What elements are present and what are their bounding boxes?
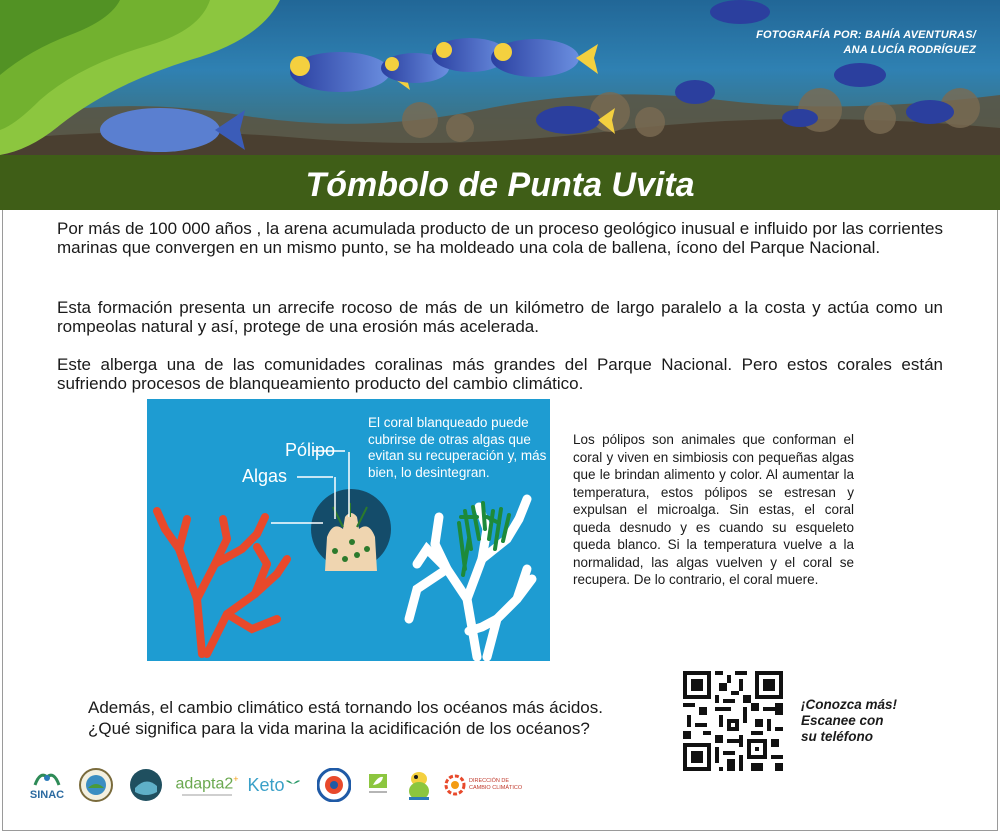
healthy-coral — [157, 511, 287, 654]
sinac-emblem-icon — [32, 769, 62, 789]
keto-text: Keto — [247, 774, 285, 795]
institution-seal-logo — [316, 764, 352, 806]
reef-photo-illustration — [0, 0, 1000, 155]
leaf-icon — [367, 772, 389, 798]
scan-line2: Escanee con — [801, 713, 884, 728]
partner-logos — [28, 764, 548, 810]
cambio-line1: DIRECCIÓN DE — [469, 778, 510, 784]
sun-swirl-icon — [444, 774, 466, 796]
bleached-coral — [409, 499, 532, 657]
page-title: Tómbolo de Punta Uvita — [305, 166, 695, 204]
green-leaf-logo — [364, 764, 392, 806]
park-seal-logo — [78, 764, 114, 806]
photo-credit — [756, 28, 976, 58]
polyp-diagram — [311, 489, 391, 571]
label-polipo: Pólipo — [285, 440, 336, 460]
photo-credit-line1: FOTOGRAFÍA POR: BAHÍA AVENTURAS/ — [756, 29, 976, 41]
header-photo — [0, 0, 1000, 155]
marine-area-icon — [129, 768, 163, 802]
sinac-logo — [28, 764, 66, 806]
adapta2-text: adapta2+ — [175, 773, 239, 793]
adapta2-logo — [175, 764, 239, 806]
photo-credit-line2: ANA LUCÍA RODRÍGUEZ — [843, 44, 976, 56]
cambio-climatico-logo — [444, 764, 544, 806]
scan-line1: ¡Conozca más! — [801, 697, 898, 712]
label-algas: Algas — [242, 466, 288, 486]
intro-paragraph-3: Este alberga una de las comunidades coralinas más grandes del Parque Nacional. Pero estos corales están sufriendo procesos de blanqueamiento producto del cambio climático. — [57, 355, 943, 393]
marine-area-logo — [128, 764, 164, 806]
park-seal-icon — [79, 768, 113, 802]
fundecooperacion-logo — [404, 764, 434, 806]
keto-logo — [246, 764, 302, 806]
intro-paragraph-1: Por más de 100 000 años , la arena acumulada producto de un proceso geológico inusual e influido por las corrientes marinas que convergen en un mismo punto, se ha moldeado una cola de ballena, ícono del Parque Nacional. — [57, 219, 943, 257]
acidification-line2: ¿Qué significa para la vida marina la acidificación de los océanos? — [88, 719, 590, 738]
adapta2-underline — [182, 794, 232, 796]
intro-paragraph-2: Esta formación presenta un arrecife rocoso de más de un kilómetro de largo paralelo a la costa y actúa como un rompeolas natural y así, protege de una erosión más acelerada. — [57, 298, 943, 336]
scan-line3: su teléfono — [801, 729, 874, 744]
whale-tail-icon — [285, 778, 301, 792]
acidification-question — [88, 697, 678, 739]
scan-call-to-action — [801, 697, 897, 745]
cambio-line2: CAMBIO CLIMÁTICO — [469, 785, 523, 791]
qr-code[interactable] — [683, 671, 783, 771]
sinac-text: SINAC — [29, 789, 65, 801]
bleached-coral-note: El coral blanqueado puede cubrirse de otras algas que evitan su recuperación y, más bien, lo desintegran. — [368, 415, 547, 480]
coral-illustration — [147, 399, 550, 661]
institution-seal-icon — [317, 768, 351, 802]
polyp-explanation: Los pólipos son animales que conforman el coral y viven en simbiosis con pequeñas algas que le brindan alimento y color. Al aumentar la temperatura, estos pólipos se estresan y expulsan el microalga. Sin estas, el coral queda desnudo y es cuando su esqueleto queda blanco. Si la temperatura vuelve a la normalidad, las algas vuelven y el coral se recupera. De lo contrario, el coral muere. — [573, 432, 854, 587]
acidification-line1: Además, el cambio climático está tornando los océanos más ácidos. — [88, 698, 603, 717]
frog-mascot-icon — [405, 767, 433, 803]
